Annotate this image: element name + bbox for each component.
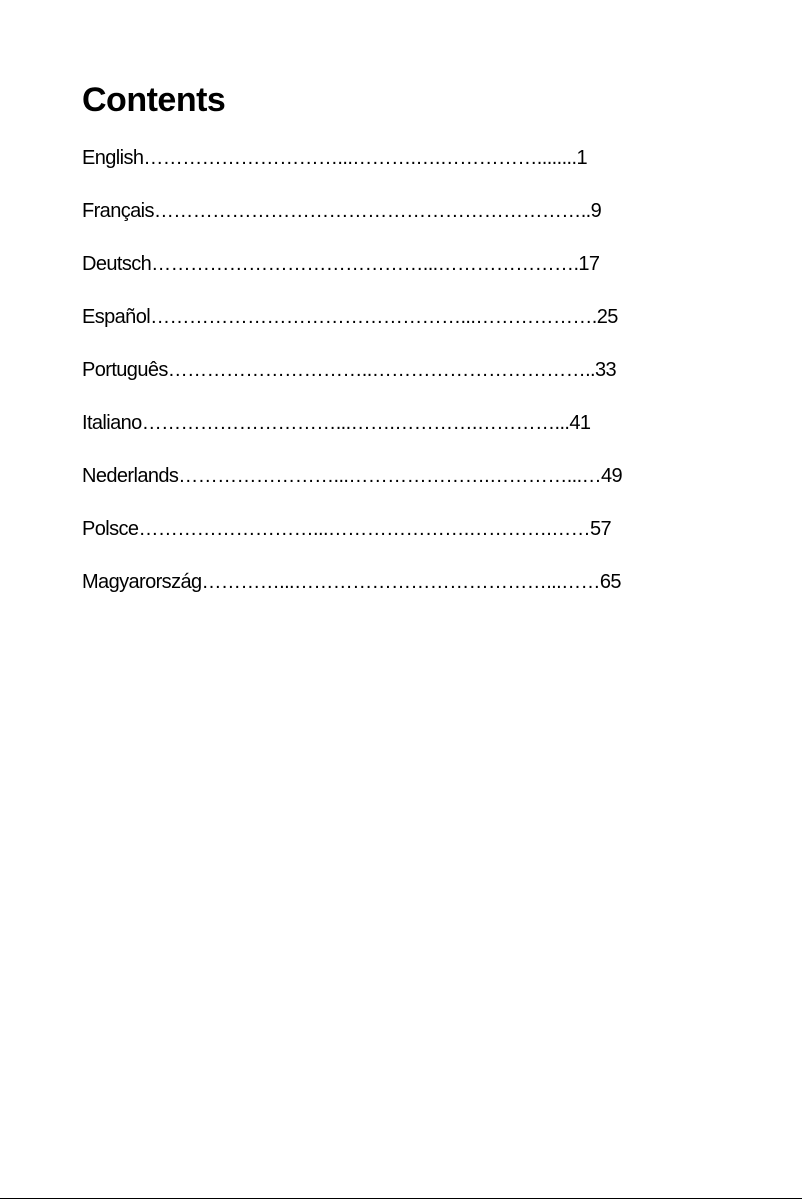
toc-entry-leader: …………………………..…………………………….. — [167, 359, 596, 381]
toc-entry-leader: …………………………………………...………………. — [150, 306, 597, 328]
toc-entry-magyarorszag[interactable] — [82, 568, 622, 621]
toc-entry-label: Português — [82, 359, 168, 381]
table-of-contents — [82, 144, 622, 621]
toc-entry-page-number: 17 — [578, 253, 600, 275]
toc-entry-page-number: 41 — [569, 412, 591, 434]
toc-entry-leader: …………………………...…….………….…………... — [141, 412, 570, 434]
toc-entry-label: Français — [82, 200, 154, 222]
page-bottom-rule — [0, 1198, 802, 1199]
toc-entry-leader: …………...…………………………………...…… — [201, 571, 600, 593]
toc-entry-portugues[interactable] — [82, 356, 622, 409]
toc-entry-leader: ……………………...………………….…………...… — [178, 465, 601, 487]
toc-entry-leader: ……………………………………...…………………. — [151, 253, 579, 275]
toc-entry-page-number: 1 — [576, 147, 587, 169]
toc-entry-leader: …………………………...……….….……………........ — [143, 147, 577, 169]
toc-entry-leader: ………………………………………………………….. — [153, 200, 591, 222]
toc-entry-label: Italiano — [82, 412, 142, 434]
toc-entry-label: Polsce — [82, 518, 139, 540]
toc-entry-page-number: 49 — [601, 465, 623, 487]
toc-entry-page-number: 25 — [596, 306, 618, 328]
toc-entry-page-number: 65 — [599, 571, 621, 593]
toc-entry-page-number: 33 — [595, 359, 617, 381]
toc-entry-italiano[interactable] — [82, 409, 622, 462]
toc-entry-deutsch[interactable] — [82, 250, 622, 303]
toc-entry-page-number: 9 — [590, 200, 602, 222]
toc-entry-nederlands[interactable] — [82, 462, 622, 515]
toc-entry-label: English — [82, 147, 144, 169]
page-title: Contents — [82, 81, 226, 119]
toc-entry-page-number: 57 — [590, 518, 612, 540]
toc-entry-english[interactable] — [82, 144, 622, 197]
toc-entry-label: Español — [82, 306, 151, 328]
toc-entry-label: Magyarország — [82, 571, 202, 593]
toc-entry-espanol[interactable] — [82, 303, 622, 356]
toc-entry-label: Nederlands — [82, 465, 179, 487]
toc-entry-francais[interactable] — [82, 197, 622, 250]
toc-entry-polsce[interactable] — [82, 515, 622, 568]
toc-entry-leader: ………………………...………………….………….…… — [138, 518, 591, 540]
toc-entry-label: Deutsch — [82, 253, 152, 275]
